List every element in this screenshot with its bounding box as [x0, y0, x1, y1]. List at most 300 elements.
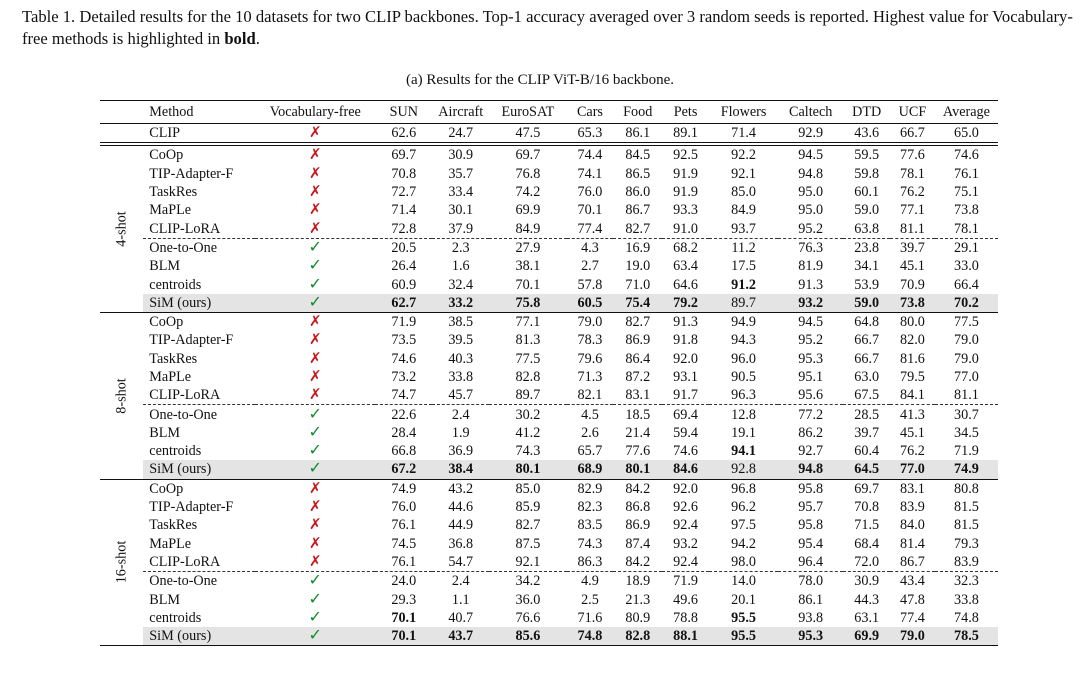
method-name: MaPLe	[149, 369, 192, 385]
value-cell: 85.6	[489, 627, 566, 646]
x-mark-glyph: ✗	[308, 202, 322, 219]
value-cell: 72.0	[854, 553, 880, 570]
value-cell: 74.8	[567, 627, 614, 646]
method-name: centroids	[149, 443, 202, 460]
value-cell: 92.5	[673, 147, 698, 164]
value-cell: 77.4	[900, 609, 925, 626]
value-cell: 84.6	[662, 460, 709, 479]
table-row	[100, 201, 998, 219]
value-cell: 94.5	[798, 314, 824, 331]
value-cell: 59.8	[854, 165, 880, 182]
value-cell: 36.0	[515, 591, 541, 608]
value-cell: 80.0	[900, 314, 925, 331]
value-cell: 84.9	[731, 202, 756, 219]
table-row	[100, 183, 998, 201]
value-cell: 70.8	[391, 165, 417, 182]
value-cell: 82.3	[577, 499, 603, 516]
subtable-caption: (a) Results for the CLIP ViT-B/16 backbone.	[405, 72, 675, 88]
header-row	[100, 101, 998, 124]
value-cell: 91.2	[731, 276, 756, 293]
value-cell: 79.0	[954, 350, 979, 367]
value-cell: 33.2	[432, 294, 489, 313]
value-cell: 66.4	[954, 276, 979, 293]
value-cell: 86.2	[798, 424, 824, 441]
value-cell: 87.2	[625, 369, 651, 385]
table-body	[100, 124, 998, 646]
value-cell: 19.0	[625, 258, 651, 275]
value-cell: 96.4	[798, 553, 824, 570]
table-row	[100, 627, 998, 646]
shot-group-label	[100, 479, 143, 646]
method-name: CLIP-LoRA	[149, 220, 221, 237]
value-cell: 69.7	[391, 147, 417, 164]
value-cell: 63.4	[673, 258, 698, 275]
x-mark-glyph: ✗	[308, 387, 322, 404]
value-cell: 36.9	[448, 443, 474, 460]
caption-bold-word: bold	[224, 29, 256, 48]
value-cell: 71.4	[709, 124, 778, 145]
value-cell: 95.2	[798, 332, 824, 349]
x-mark-glyph: ✗	[308, 535, 322, 552]
value-cell: 2.6	[581, 424, 599, 441]
value-cell: 41.2	[515, 424, 541, 441]
value-cell: 92.4	[673, 553, 698, 570]
value-cell: 67.2	[375, 460, 432, 479]
value-cell: 4.5	[567, 405, 614, 424]
check-icon	[255, 275, 375, 293]
value-cell: 73.8	[954, 202, 979, 219]
value-cell: 71.9	[662, 572, 709, 591]
value-cell: 98.0	[731, 553, 756, 570]
method-name: CLIP	[143, 124, 255, 145]
value-cell: 77.0	[890, 460, 935, 479]
value-cell: 73.5	[391, 332, 417, 349]
value-cell: 86.9	[625, 517, 651, 534]
x-mark-glyph: ✗	[308, 553, 322, 570]
value-cell: 45.1	[900, 424, 925, 441]
value-cell: 95.2	[798, 220, 824, 237]
value-cell: 70.2	[935, 294, 998, 313]
value-cell: 60.5	[567, 294, 614, 313]
value-cell: 1.9	[451, 424, 470, 441]
value-cell: 95.0	[798, 202, 824, 219]
value-cell: 92.0	[673, 350, 698, 367]
value-cell: 82.7	[625, 220, 651, 237]
value-cell: 11.2	[709, 238, 778, 257]
value-cell: 89.7	[709, 294, 778, 313]
table-row	[100, 572, 998, 591]
x-mark-glyph: ✗	[308, 369, 322, 385]
value-cell: 23.8	[843, 238, 890, 257]
value-cell: 78.1	[954, 220, 979, 237]
value-cell: 91.8	[673, 332, 698, 349]
value-cell: 79.0	[890, 627, 935, 646]
value-cell: 75.1	[954, 184, 979, 201]
table-row	[100, 386, 998, 405]
value-cell: 74.9	[935, 460, 998, 479]
value-cell: 71.0	[625, 276, 651, 293]
value-cell: 71.6	[577, 609, 603, 626]
value-cell: 95.6	[798, 387, 824, 404]
shot-group-text: 4-shot	[113, 211, 130, 247]
value-cell: 45.1	[900, 258, 925, 275]
value-cell: 80.1	[613, 460, 662, 479]
value-cell: 92.7	[798, 443, 824, 460]
value-cell: 94.5	[798, 147, 824, 164]
check-icon	[255, 442, 375, 460]
value-cell: 63.0	[854, 369, 880, 385]
value-cell: 76.1	[954, 165, 979, 182]
table-row	[100, 553, 998, 572]
value-cell: 94.9	[731, 314, 756, 331]
table-caption	[22, 6, 1074, 50]
value-cell: 85.9	[515, 499, 541, 516]
x-mark-glyph: ✗	[308, 165, 322, 182]
check-icon	[255, 590, 375, 608]
value-cell: 57.8	[577, 276, 603, 293]
value-cell: 14.0	[709, 572, 778, 591]
value-cell: 26.4	[391, 258, 417, 275]
value-cell: 34.5	[954, 424, 979, 441]
value-cell: 86.7	[900, 553, 925, 570]
value-cell: 29.3	[391, 591, 417, 608]
value-cell: 86.8	[625, 499, 651, 516]
value-cell: 88.1	[662, 627, 709, 646]
table-row	[100, 275, 998, 293]
cross-icon	[255, 479, 375, 498]
checkmark-glyph: ✓	[308, 238, 322, 256]
value-cell: 92.1	[731, 165, 756, 182]
value-cell: 87.4	[625, 535, 651, 552]
cross-icon	[255, 201, 375, 219]
table-row	[100, 535, 998, 553]
value-cell: 47.5	[489, 124, 566, 145]
value-cell: 64.8	[854, 314, 880, 331]
value-cell: 86.3	[577, 553, 603, 570]
value-cell: 93.2	[673, 535, 698, 552]
check-icon	[255, 424, 375, 442]
value-cell: 34.1	[854, 258, 880, 275]
value-cell: 95.7	[798, 499, 824, 516]
check-icon	[255, 405, 375, 424]
value-cell: 96.3	[731, 387, 756, 404]
x-mark-glyph: ✗	[308, 332, 322, 349]
value-cell: 92.0	[673, 480, 698, 497]
checkmark-glyph: ✓	[308, 405, 322, 423]
value-cell: 86.0	[625, 184, 651, 201]
value-cell: 49.6	[673, 591, 698, 608]
value-cell: 81.1	[900, 220, 925, 237]
value-cell: 93.2	[778, 294, 843, 313]
value-cell: 81.5	[954, 499, 979, 516]
checkmark-glyph: ✓	[308, 423, 322, 441]
value-cell: 78.5	[935, 627, 998, 646]
method-name: SiM (ours)	[143, 460, 255, 479]
method-name: BLM	[149, 258, 181, 275]
value-cell: 60.1	[854, 184, 880, 201]
value-cell: 95.5	[731, 609, 756, 626]
value-cell: 96.2	[731, 499, 756, 516]
value-cell: 77.5	[515, 350, 541, 367]
value-cell: 79.6	[577, 350, 603, 367]
value-cell: 83.1	[900, 480, 925, 497]
checkmark-glyph: ✓	[308, 460, 322, 478]
header-cell: SUN	[375, 101, 432, 124]
header-cell: Method	[143, 101, 255, 124]
value-cell: 78.0	[778, 572, 843, 591]
cross-icon	[255, 386, 375, 405]
value-cell: 69.4	[662, 405, 709, 424]
cross-icon	[255, 516, 375, 534]
table-row	[100, 368, 998, 386]
value-cell: 74.6	[391, 350, 417, 367]
value-cell: 2.4	[432, 405, 489, 424]
value-cell: 95.1	[798, 369, 824, 385]
header-cell: Food	[613, 101, 662, 124]
value-cell: 66.7	[854, 332, 880, 349]
value-cell: 38.5	[448, 314, 474, 331]
method-name: TIP-Adapter-F	[149, 165, 234, 182]
value-cell: 20.5	[375, 238, 432, 257]
x-mark-glyph: ✗	[308, 499, 322, 516]
value-cell: 91.3	[798, 276, 824, 293]
method-name: MaPLe	[149, 202, 192, 219]
method-name: CoOp	[149, 314, 184, 331]
value-cell: 73.2	[391, 369, 417, 385]
value-cell: 1.6	[451, 258, 470, 275]
header-cell: EuroSAT	[489, 101, 566, 124]
value-cell: 79.5	[900, 369, 925, 385]
method-name: CoOp	[149, 147, 184, 164]
table-row	[100, 257, 998, 275]
value-cell: 68.4	[854, 535, 880, 552]
value-cell: 41.3	[890, 405, 935, 424]
shot-group-text: 8-shot	[113, 378, 130, 414]
value-cell: 2.5	[581, 591, 599, 608]
table-row	[100, 590, 998, 608]
value-cell: 72.8	[391, 220, 417, 237]
value-cell: 80.9	[625, 609, 651, 626]
value-cell: 2.3	[432, 238, 489, 257]
value-cell: 92.1	[515, 553, 541, 570]
value-cell: 86.4	[625, 350, 651, 367]
shot-group-label	[100, 144, 143, 312]
value-cell: 80.1	[489, 460, 566, 479]
cross-icon	[255, 535, 375, 553]
method-name: MaPLe	[149, 535, 192, 552]
check-icon	[255, 257, 375, 275]
checkmark-glyph: ✓	[308, 275, 322, 293]
value-cell: 85.0	[515, 480, 541, 497]
value-cell: 66.7	[890, 124, 935, 145]
value-cell: 33.0	[954, 258, 979, 275]
value-cell: 91.9	[673, 165, 698, 182]
checkmark-glyph: ✓	[308, 627, 322, 645]
value-cell: 97.5	[731, 517, 756, 534]
table-row	[100, 516, 998, 534]
value-cell: 21.3	[625, 591, 651, 608]
value-cell: 71.9	[391, 314, 417, 331]
table-row	[100, 312, 998, 331]
value-cell: 75.8	[489, 294, 566, 313]
value-cell: 35.7	[448, 165, 474, 182]
value-cell: 18.9	[613, 572, 662, 591]
check-icon	[255, 460, 375, 479]
value-cell: 43.2	[448, 480, 474, 497]
header-cell: UCF	[890, 101, 935, 124]
value-cell: 4.3	[567, 238, 614, 257]
value-cell: 65.3	[567, 124, 614, 145]
caption-text: Table 1. Detailed results for the 10 datasets for two CLIP backbones. Top-1 accuracy averaged over 3 random seeds is reported. Highest value for Vocabulary-free methods is highlighted in	[22, 7, 1073, 48]
value-cell: 27.9	[489, 238, 566, 257]
value-cell: 76.0	[577, 184, 603, 201]
value-cell: 83.5	[577, 517, 603, 534]
x-mark-glyph: ✗	[308, 480, 322, 497]
group-label-spacer	[100, 124, 143, 145]
checkmark-glyph: ✓	[308, 442, 322, 460]
value-cell: 91.7	[673, 387, 698, 404]
value-cell: 76.6	[515, 609, 541, 626]
value-cell: 69.9	[843, 627, 890, 646]
value-cell: 28.5	[843, 405, 890, 424]
table-row	[100, 165, 998, 183]
method-name: TaskRes	[149, 350, 198, 367]
cross-icon	[255, 124, 375, 145]
value-cell: 93.1	[673, 369, 698, 385]
header-cell: Caltech	[778, 101, 843, 124]
table-row	[100, 350, 998, 368]
value-cell: 78.1	[900, 165, 925, 182]
value-cell: 79.2	[662, 294, 709, 313]
value-cell: 92.4	[673, 517, 698, 534]
check-icon	[255, 294, 375, 313]
value-cell: 74.9	[391, 480, 417, 497]
value-cell: 74.4	[577, 147, 603, 164]
value-cell: 64.6	[673, 276, 698, 293]
header-cell: DTD	[843, 101, 890, 124]
value-cell: 91.9	[673, 184, 698, 201]
header-cell: Average	[935, 101, 998, 124]
cross-icon	[255, 144, 375, 164]
value-cell: 18.5	[613, 405, 662, 424]
value-cell: 21.4	[625, 424, 651, 441]
value-cell: 68.2	[662, 238, 709, 257]
method-name: One-to-One	[143, 572, 255, 591]
value-cell: 71.3	[577, 369, 603, 385]
value-cell: 74.6	[954, 147, 979, 164]
value-cell: 90.5	[731, 369, 756, 385]
value-cell: 59.0	[843, 294, 890, 313]
check-icon	[255, 609, 375, 627]
value-cell: 91.3	[673, 314, 698, 331]
checkmark-glyph: ✓	[308, 257, 322, 275]
value-cell: 95.3	[798, 350, 824, 367]
method-name: BLM	[149, 591, 181, 608]
value-cell: 70.1	[375, 627, 432, 646]
value-cell: 24.0	[375, 572, 432, 591]
x-mark-glyph: ✗	[308, 147, 322, 164]
value-cell: 60.4	[854, 443, 880, 460]
value-cell: 82.9	[577, 480, 603, 497]
value-cell: 70.8	[854, 499, 880, 516]
method-name: TaskRes	[149, 184, 198, 201]
value-cell: 60.9	[391, 276, 417, 293]
value-cell: 39.5	[448, 332, 474, 349]
value-cell: 84.9	[515, 220, 541, 237]
value-cell: 39.7	[854, 424, 880, 441]
value-cell: 70.1	[515, 276, 541, 293]
value-cell: 65.7	[577, 443, 603, 460]
table-row	[100, 424, 998, 442]
value-cell: 74.1	[577, 165, 603, 182]
value-cell: 86.9	[625, 332, 651, 349]
value-cell: 19.1	[731, 424, 756, 441]
value-cell: 82.7	[625, 314, 651, 331]
value-cell: 91.0	[673, 220, 698, 237]
cross-icon	[255, 183, 375, 201]
table-row	[100, 498, 998, 516]
value-cell: 44.3	[854, 591, 880, 608]
value-cell: 28.4	[391, 424, 417, 441]
cross-icon	[255, 312, 375, 331]
value-cell: 38.4	[432, 460, 489, 479]
checkmark-glyph: ✓	[308, 590, 322, 608]
method-name: SiM (ours)	[143, 627, 255, 646]
value-cell: 30.9	[448, 147, 474, 164]
value-cell: 74.6	[673, 443, 698, 460]
value-cell: 81.9	[798, 258, 824, 275]
value-cell: 2.4	[432, 572, 489, 591]
value-cell: 74.7	[391, 387, 417, 404]
table-row	[100, 479, 998, 498]
table-row	[100, 144, 998, 164]
value-cell: 94.2	[731, 535, 756, 552]
value-cell: 77.6	[625, 443, 651, 460]
value-cell: 30.2	[489, 405, 566, 424]
value-cell: 92.9	[778, 124, 843, 145]
value-cell: 59.0	[854, 202, 880, 219]
value-cell: 62.7	[375, 294, 432, 313]
header-cell: Flowers	[709, 101, 778, 124]
value-cell: 83.9	[954, 553, 979, 570]
method-name: TaskRes	[149, 517, 198, 534]
value-cell: 43.4	[890, 572, 935, 591]
header-group-blank	[100, 101, 143, 124]
value-cell: 20.1	[731, 591, 756, 608]
value-cell: 72.7	[391, 184, 417, 201]
value-cell: 82.0	[900, 332, 925, 349]
value-cell: 70.9	[900, 276, 925, 293]
value-cell: 86.5	[625, 165, 651, 182]
value-cell: 53.9	[854, 276, 880, 293]
value-cell: 40.7	[448, 609, 474, 626]
value-cell: 93.3	[673, 202, 698, 219]
value-cell: 71.9	[954, 443, 979, 460]
value-cell: 94.8	[778, 460, 843, 479]
value-cell: 92.6	[673, 499, 698, 516]
value-cell: 96.8	[731, 480, 756, 497]
value-cell: 95.8	[798, 480, 824, 497]
value-cell: 86.1	[798, 591, 824, 608]
value-cell: 94.8	[798, 165, 824, 182]
x-mark-glyph: ✗	[308, 350, 322, 367]
value-cell: 77.6	[900, 147, 925, 164]
value-cell: 77.5	[954, 314, 979, 331]
x-mark-glyph: ✗	[308, 125, 322, 142]
value-cell: 77.0	[954, 369, 979, 385]
value-cell: 22.6	[375, 405, 432, 424]
value-cell: 75.4	[613, 294, 662, 313]
